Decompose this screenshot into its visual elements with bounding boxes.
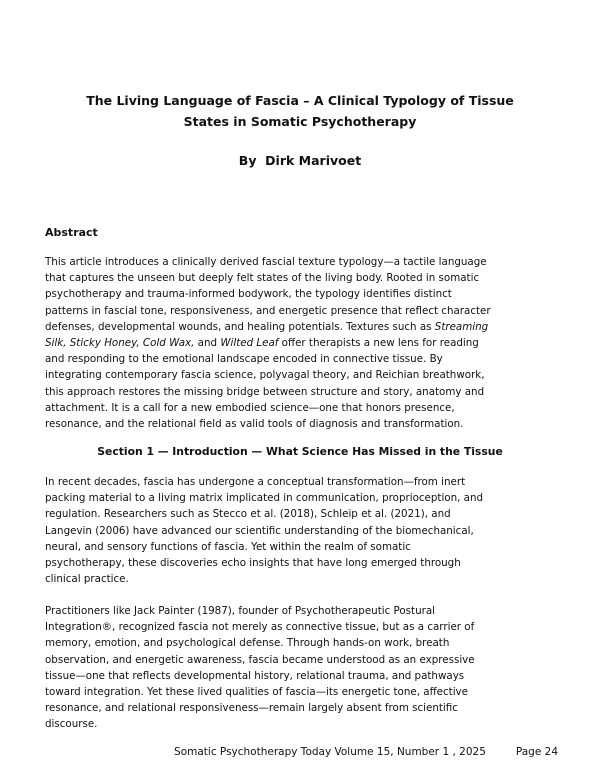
paragraph-line: toward integration. Yet these lived qualities of fascia—its energetic tone, affective	[45, 686, 468, 699]
body-paragraph-1	[45, 474, 560, 587]
journal-citation: Somatic Psychotherapy Today Volume 15, Number 1 , 2025	[174, 746, 486, 758]
abstract-line: integrating contemporary fascia science, polyvagal theory, and Reichian breathwork,	[45, 369, 485, 382]
author-byline: By Dirk Marivoet	[238, 153, 362, 168]
abstract-line: patterns in fascial tone, responsiveness, and energetic presence that reflect character	[45, 304, 491, 317]
abstract-line	[45, 319, 560, 335]
body-paragraph-2	[45, 603, 560, 733]
paragraph-line: clinical practice.	[45, 573, 129, 586]
abstract-heading: Abstract	[45, 226, 98, 239]
abstract-line: psychotherapy and trauma-informed bodywork, the typology identifies distinct	[45, 288, 452, 301]
paragraph-line: memory, emotion, and psychological defense. Through hands-on work, breath	[45, 637, 450, 650]
paragraph-line: regulation. Researchers such as Stecco et al. (2018), Schleip et al. (2021), and	[45, 508, 451, 521]
section-heading: Section 1 — Introduction — What Science Has Missed in the Tissue	[97, 445, 503, 458]
paragraph-line: Integration®, recognized fascia not merely as connective tissue, but as a carrier of	[45, 621, 475, 634]
abstract-line: and responding to the emotional landscape encoded in connective tissue. By	[45, 353, 443, 366]
paragraph-line: discourse.	[45, 718, 98, 731]
abstract-line: attachment. It is a call for a new embodied science—one that honors presence,	[45, 401, 455, 414]
paragraph-line: psychotherapy, these discoveries echo insights that have long emerged through	[45, 557, 461, 570]
article-title	[40, 90, 560, 132]
page-footer	[40, 744, 558, 760]
abstract-line: that captures the unseen but deeply felt states of the living body. Rooted in somatic	[45, 272, 480, 285]
abstract-text: offer therapists a new lens for reading	[278, 337, 479, 350]
abstract-body	[45, 254, 560, 432]
abstract-line: This article introduces a clinically derived fascial texture typology—a tactile language	[45, 256, 487, 268]
paragraph-line: neural, and sensory functions of fascia. Yet within the realm of somatic	[45, 540, 411, 553]
abstract-text: and	[194, 337, 221, 350]
abstract-text: defenses, developmental wounds, and healing potentials. Textures such as	[45, 320, 435, 333]
texture-term: Streaming	[434, 320, 489, 333]
abstract-line: this approach restores the missing bridge between structure and story, anatomy and	[45, 385, 485, 398]
paragraph-line: tissue—one that reflects developmental history, relational trauma, and pathways	[45, 669, 465, 682]
abstract-line	[45, 335, 560, 351]
paragraph-line: In recent decades, fascia has undergone a conceptual transformation—from inert	[45, 476, 466, 488]
title-line-1: The Living Language of Fascia – A Clinical Typology of Tissue	[86, 93, 514, 108]
abstract-line: resonance, and the relational field as valid tools of diagnosis and transformation.	[45, 418, 464, 431]
paragraph-line: packing material to a living matrix implicated in communication, proprioception, and	[45, 492, 484, 505]
paragraph-line: observation, and energetic awareness, fascia became understood as an expressive	[45, 653, 475, 666]
texture-term: Silk, Sticky Honey, Cold Wax,	[45, 337, 195, 350]
page-number: Page 24	[515, 746, 558, 758]
paragraph-line: Practitioners like Jack Painter (1987), founder of Psychotherapeutic Postural	[45, 605, 436, 617]
paragraph-line: resonance, and relational responsiveness—remain largely absent from scientific	[45, 702, 458, 715]
title-line-2: States in Somatic Psychotherapy	[183, 114, 417, 129]
paragraph-line: Langevin (2006) have advanced our scientific understanding of the biomechanical,	[45, 524, 474, 537]
texture-term: Wilted Leaf	[220, 337, 279, 350]
